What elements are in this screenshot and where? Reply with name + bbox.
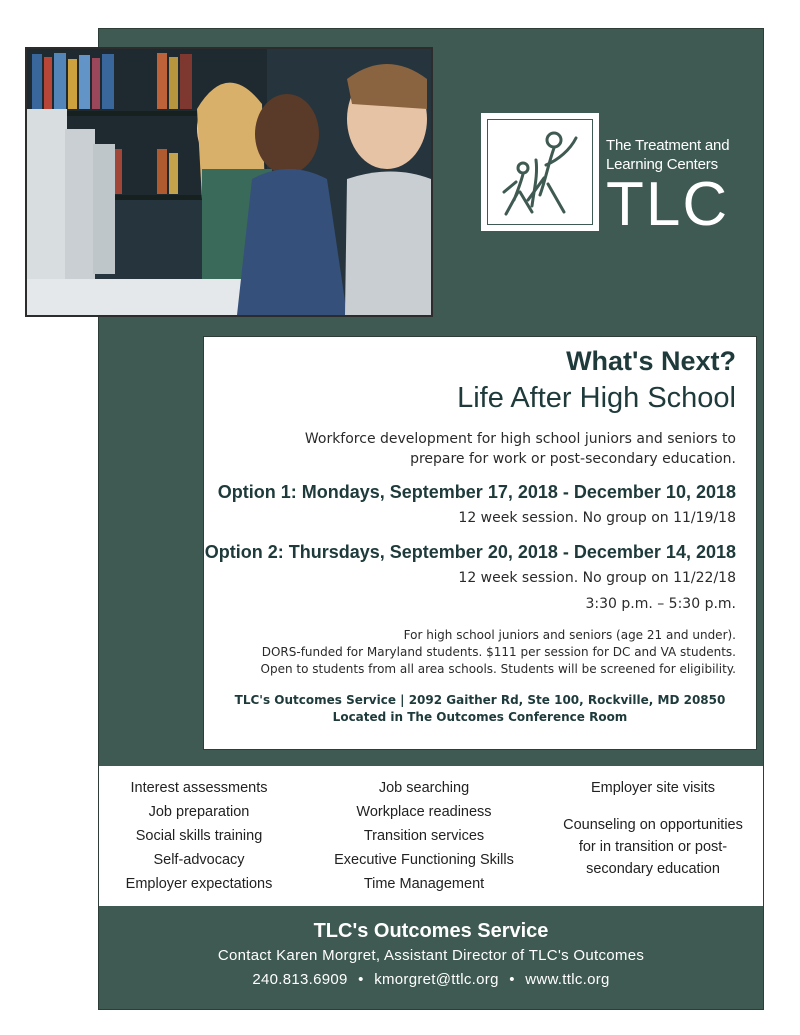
list-item: Transition services xyxy=(363,828,485,844)
tlc-logo-text xyxy=(606,136,730,239)
services-column-1 xyxy=(99,776,299,896)
logo-line2: Learning Centers xyxy=(606,156,718,173)
students-photo-illustration xyxy=(27,49,431,315)
services-list xyxy=(98,766,764,906)
page-subtitle: Life After High School xyxy=(457,382,736,414)
option-2-detail: 12 week session. No group on 11/22/18 xyxy=(458,570,736,586)
list-item: Job preparation xyxy=(148,804,250,820)
list-item: Interest assessments xyxy=(130,780,268,796)
list-item: Executive Functioning Skills xyxy=(334,852,514,868)
list-item: Employer expectations xyxy=(125,876,273,892)
students-photo xyxy=(25,47,433,317)
email-link[interactable]: kmorgret@ttlc.org xyxy=(374,971,499,988)
bullet-separator: • xyxy=(358,971,364,988)
logo-acronym: TLC xyxy=(606,170,730,239)
option-2-title: Option 2: Thursdays, September 20, 2018 - December 14, 2018 xyxy=(204,542,736,562)
bullet-separator: • xyxy=(509,971,515,988)
session-time: 3:30 p.m. – 5:30 p.m. xyxy=(585,596,736,612)
services-column-3 xyxy=(543,776,763,880)
footer-title: TLC's Outcomes Service xyxy=(313,920,549,942)
list-item: Employer site visits xyxy=(590,780,716,796)
services-column-2 xyxy=(309,776,539,896)
list-item: Self-advocacy xyxy=(153,852,245,868)
program-description: Workforce development for high school juniors and seniors to prepare for work or post-secondary education. xyxy=(304,431,736,467)
list-item: Workplace readiness xyxy=(356,804,492,820)
option-1-title: Option 1: Mondays, September 17, 2018 - December 10, 2018 xyxy=(217,482,736,502)
list-item: Time Management xyxy=(363,876,485,892)
location-address: TLC's Outcomes Service | 2092 Gaither Rd, Ste 100, Rockville, MD 20850 Located in The Outcomes Conference Room xyxy=(234,693,726,724)
contact-footer xyxy=(98,906,764,1010)
phone-number: 240.813.6909 xyxy=(252,971,348,988)
list-item: Job searching xyxy=(378,780,470,796)
footer-contact-details xyxy=(99,968,763,992)
program-info-box xyxy=(203,336,757,750)
list-item: Social skills training xyxy=(135,828,263,844)
family-figures-icon xyxy=(488,120,594,226)
page-title: What's Next? xyxy=(566,346,736,376)
footer-contact: Contact Karen Morgret, Assistant Director of TLC's Outcomes xyxy=(217,947,645,964)
logo-line1: The Treatment and xyxy=(606,137,730,154)
option-1-detail: 12 week session. No group on 11/19/18 xyxy=(458,510,736,526)
tlc-logo-mark xyxy=(481,113,599,231)
website-link[interactable]: www.ttlc.org xyxy=(525,971,610,988)
list-item: Counseling on opportunities for in transition or post- secondary education xyxy=(563,817,743,877)
eligibility-notes: For high school juniors and seniors (age 21 and under). DORS-funded for Maryland students. $111 per session for DC and VA students. Open to students from all area schools. Students will be screened for eligibility. xyxy=(260,628,736,676)
